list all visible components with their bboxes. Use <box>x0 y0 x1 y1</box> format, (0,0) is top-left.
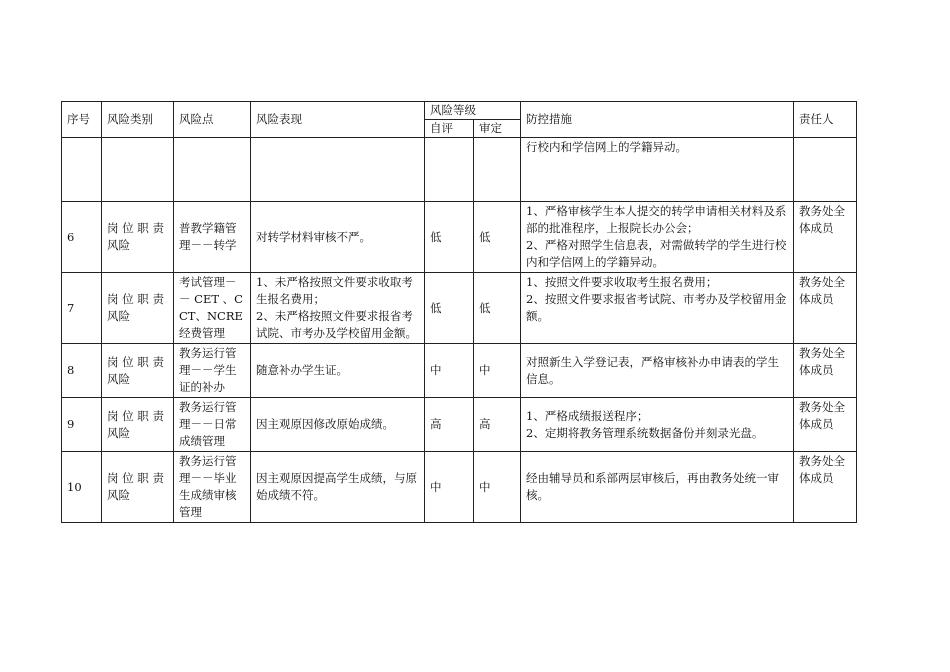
cell-measures: 行校内和学信网上的学籍异动。 <box>521 138 794 202</box>
table-row-continued <box>62 138 857 202</box>
cell-empty <box>102 138 174 202</box>
cell-responsible: 教务处全体成员 <box>794 344 857 398</box>
cell-point: 考试管理－－ CET 、CCT、NCRE经费管理 <box>174 273 251 344</box>
table-row <box>62 452 857 523</box>
cell-empty <box>62 138 102 202</box>
cell-responsible: 教务处全体成员 <box>794 202 857 273</box>
cell-no: 6 <box>62 202 102 273</box>
cell-manifestation: 对转学材料审核不严。 <box>251 202 425 273</box>
cell-responsible: 教务处全体成员 <box>794 452 857 523</box>
cell-no: 7 <box>62 273 102 344</box>
cell-point: 教务运行管理－－日常成绩管理 <box>174 398 251 452</box>
cell-self-eval: 中 <box>425 452 474 523</box>
header-row-1 <box>62 102 857 120</box>
header-point: 风险点 <box>174 102 251 138</box>
cell-self-eval: 高 <box>425 398 474 452</box>
cell-empty <box>474 138 521 202</box>
header-category: 风险类别 <box>102 102 174 138</box>
cell-manifestation: 因主观原因修改原始成绩。 <box>251 398 425 452</box>
cell-measures: 对照新生入学登记表，严格审核补办申请表的学生信息。 <box>521 344 794 398</box>
cell-measures: 1、严格审核学生本人提交的转学申请相关材料及系部的批准程序，上报院长办公会； 2、严格对照学生信息表，对需做转学的学生进行校内和学信网上的学籍异动。 <box>521 202 794 273</box>
cell-empty <box>251 138 425 202</box>
cell-review: 高 <box>474 398 521 452</box>
header-self-eval: 自评 <box>425 120 474 138</box>
header-manifestation: 风险表现 <box>251 102 425 138</box>
cell-responsible: 教务处全体成员 <box>794 273 857 344</box>
header-review: 审定 <box>474 120 521 138</box>
cell-category: 岗 位 职 责 风险 <box>102 202 174 273</box>
cell-no: 10 <box>62 452 102 523</box>
header-responsible: 责任人 <box>794 102 857 138</box>
cell-no: 9 <box>62 398 102 452</box>
cell-responsible: 教务处全体成员 <box>794 398 857 452</box>
cell-category: 岗 位 职 责 风险 <box>102 344 174 398</box>
table-row <box>62 273 857 344</box>
cell-point: 教务运行管理－－毕业生成绩审核管理 <box>174 452 251 523</box>
cell-measures: 经由辅导员和系部两层审核后，再由教务处统一审核。 <box>521 452 794 523</box>
cell-category: 岗 位 职 责 风险 <box>102 398 174 452</box>
cell-no: 8 <box>62 344 102 398</box>
cell-measures: 1、严格成绩报送程序； 2、定期将教务管理系统数据备份并刻录光盘。 <box>521 398 794 452</box>
cell-empty <box>174 138 251 202</box>
cell-empty <box>425 138 474 202</box>
table-row <box>62 398 857 452</box>
cell-self-eval: 中 <box>425 344 474 398</box>
header-no: 序号 <box>62 102 102 138</box>
cell-review: 中 <box>474 344 521 398</box>
table-row <box>62 202 857 273</box>
cell-empty <box>794 138 857 202</box>
cell-manifestation: 随意补办学生证。 <box>251 344 425 398</box>
cell-point: 教务运行管理－－学生证的补办 <box>174 344 251 398</box>
cell-point: 普教学籍管理－－转学 <box>174 202 251 273</box>
header-level: 风险等级 <box>425 102 521 120</box>
cell-measures: 1、按照文件要求收取考生报名费用； 2、按照文件要求报省考试院、市考办及学校留用金额。 <box>521 273 794 344</box>
header-measures: 防控措施 <box>521 102 794 138</box>
risk-table <box>61 101 857 523</box>
cell-self-eval: 低 <box>425 273 474 344</box>
cell-self-eval: 低 <box>425 202 474 273</box>
table-row <box>62 344 857 398</box>
cell-review: 低 <box>474 273 521 344</box>
cell-review: 中 <box>474 452 521 523</box>
cell-category: 岗 位 职 责 风险 <box>102 273 174 344</box>
cell-manifestation: 1、未严格按照文件要求收取考生报名费用； 2、未严格按照文件要求报省考试院、市考办及学校留用金额。 <box>251 273 425 344</box>
cell-review: 低 <box>474 202 521 273</box>
cell-manifestation: 因主观原因提高学生成绩，与原始成绩不符。 <box>251 452 425 523</box>
cell-category: 岗 位 职 责 风险 <box>102 452 174 523</box>
